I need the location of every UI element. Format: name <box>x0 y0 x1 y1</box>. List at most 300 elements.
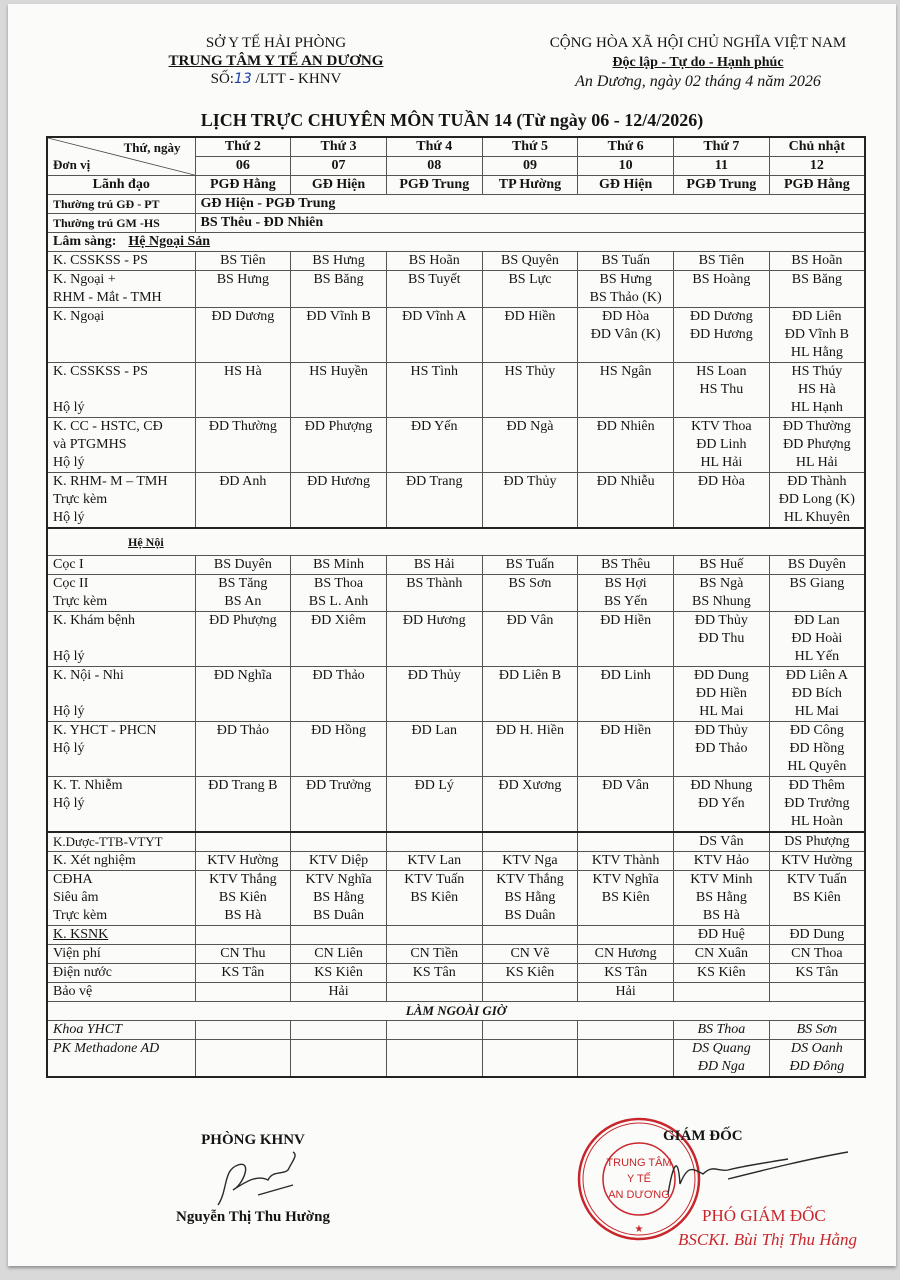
staff-name: ĐD Hương <box>402 613 466 628</box>
unit-line: Hộ lý <box>53 400 85 415</box>
duty-cell <box>386 777 482 833</box>
duty-cell <box>482 271 578 308</box>
duty-cell <box>769 363 865 418</box>
staff-name: ĐD Vân (K) <box>590 327 661 342</box>
staff-name: BS Kiên <box>601 890 650 905</box>
duty-cell <box>578 556 674 575</box>
staff-name: ĐD Yến <box>698 796 745 811</box>
surgical-duty-row <box>47 308 865 363</box>
duty-cell <box>769 271 865 308</box>
staff-name: KTV Thắng <box>209 872 277 887</box>
leader-cell: TP Hường <box>482 176 578 195</box>
duty-cell <box>482 575 578 612</box>
leader-cell: PGĐ Hằng <box>195 176 291 195</box>
staff-name: BS Tăng <box>218 576 268 591</box>
handwritten-signature-icon <box>198 1150 308 1210</box>
unit-cell <box>47 556 195 575</box>
corner-header-cell <box>47 137 195 176</box>
duty-cell <box>291 777 387 833</box>
duty-cell <box>195 722 291 777</box>
duty-cell <box>769 832 865 852</box>
duty-cell <box>195 308 291 363</box>
issue-date: An Dương, ngày 02 tháng 4 năm 2026 <box>575 73 821 90</box>
staff-name: CN Xuân <box>694 946 748 961</box>
support-duty-row <box>47 983 865 1002</box>
staff-name: BS Hưng <box>216 272 270 287</box>
unit-cell <box>47 1021 195 1040</box>
staff-name: BS Yến <box>603 594 648 609</box>
unit-line <box>53 685 193 703</box>
duty-cell <box>386 473 482 529</box>
unit-cell <box>47 575 195 612</box>
leader-cell: PGĐ Trung <box>674 176 770 195</box>
unit-cell <box>47 363 195 418</box>
staff-name: KS Kiên <box>314 965 363 980</box>
staff-name: KTV Nga <box>502 853 558 868</box>
duty-cell <box>195 1021 291 1040</box>
duty-cell <box>769 926 865 945</box>
duty-cell <box>386 418 482 473</box>
national-title: CỘNG HÒA XÃ HỘI CHỦ NGHĨA VIỆT NAM <box>549 35 847 51</box>
staff-name: HL Hằng <box>790 345 843 360</box>
staff-name: ĐD Nghĩa <box>213 668 272 683</box>
staff-name: DS Quang <box>692 1041 751 1056</box>
corner-day-label: Thứ, ngày <box>123 140 181 155</box>
staff-name: ĐD Thủy <box>503 474 557 489</box>
staff-name: BS Lực <box>508 272 552 287</box>
duty-cell <box>674 926 770 945</box>
staff-name: BS L. Anh <box>308 594 369 609</box>
surgical-duty-row <box>47 252 865 271</box>
staff-name: KS Tân <box>795 965 839 980</box>
staff-name: KTV Lan <box>407 853 462 868</box>
day-date-cell: 07 <box>291 157 387 176</box>
duty-cell <box>386 252 482 271</box>
day-label-cell: Thứ 4 <box>386 137 482 157</box>
doc-number-suffix: /LTT - KHNV <box>251 71 342 87</box>
khnv-signer-name: Nguyễn Thị Thu Hường <box>176 1209 330 1225</box>
duty-cell <box>386 363 482 418</box>
duty-cell <box>769 777 865 833</box>
staff-name: BS Ngà <box>699 576 744 591</box>
header-right <box>508 34 888 91</box>
duty-cell <box>195 852 291 871</box>
staff-name: ĐD Dương <box>211 309 275 324</box>
duty-cell <box>482 252 578 271</box>
duty-cell <box>291 556 387 575</box>
duty-cell <box>578 271 674 308</box>
unit-cell <box>47 777 195 833</box>
staff-name: ĐD Nhung <box>690 778 753 793</box>
staff-name: ĐD Thu <box>698 631 745 646</box>
staff-name: BS Tuấn <box>601 253 650 268</box>
staff-name: HS Thúy <box>791 364 843 379</box>
day-label-cell: Thứ 5 <box>482 137 578 157</box>
staff-name: ĐD Trưởng <box>784 796 850 811</box>
staff-name: ĐD Thủy <box>694 723 748 738</box>
stamp-inner-line-3: AN DƯƠNG <box>608 1189 670 1201</box>
staff-name: KTV Hường <box>781 853 853 868</box>
day-date-cell: 11 <box>674 157 770 176</box>
unit-line: K. Xét nghiệm <box>53 853 136 868</box>
department-name: SỞ Y TẾ HẢI PHÒNG <box>205 35 347 51</box>
section-internal <box>47 528 865 556</box>
corner-unit-label: Đơn vị <box>53 157 91 172</box>
internal-duty-row <box>47 612 865 667</box>
staff-name: DS Phượng <box>784 834 850 849</box>
duty-cell <box>386 612 482 667</box>
unit-line: Hộ lý <box>53 649 85 664</box>
duty-cell <box>291 252 387 271</box>
staff-name: KS Kiên <box>697 965 746 980</box>
duty-cell <box>674 418 770 473</box>
unit-line: Hộ lý <box>53 796 85 811</box>
staff-name: ĐD Vĩnh A <box>402 309 467 324</box>
staff-name: ĐD Yến <box>410 419 458 434</box>
organization-name: TRUNG TÂM Y TẾ AN DƯƠNG <box>168 53 384 69</box>
unit-cell <box>47 252 195 271</box>
internal-duty-row <box>47 556 865 575</box>
duty-cell <box>578 667 674 722</box>
duty-cell <box>482 777 578 833</box>
duty-cell <box>195 556 291 575</box>
day-label-cell: Thứ 2 <box>195 137 291 157</box>
day-date-cell: 10 <box>578 157 674 176</box>
staff-name: ĐD Thảo <box>695 741 748 756</box>
staff-name: ĐD Nga <box>697 1059 745 1074</box>
overtime-duty-row <box>47 1040 865 1078</box>
staff-name: KTV Tuấn <box>404 872 465 887</box>
unit-line: Bảo vệ <box>53 984 93 999</box>
duty-cell <box>578 722 674 777</box>
staff-name: ĐD Hòa <box>602 309 650 324</box>
staff-name: DS Vân <box>699 834 744 849</box>
unit-line: Trực kèm <box>53 492 108 507</box>
staff-name: ĐD Trang <box>406 474 463 489</box>
duty-cell <box>769 473 865 529</box>
duty-cell <box>578 473 674 529</box>
unit-line: Khoa YHCT <box>53 1022 122 1037</box>
unit-line: Điện nước <box>53 965 112 980</box>
duty-cell <box>291 983 387 1002</box>
staff-name: BS Tuyết <box>407 272 461 287</box>
unit-line: K. YHCT - PHCN <box>53 723 157 738</box>
duty-cell <box>482 556 578 575</box>
leader-cell: GĐ Hiện <box>291 176 387 195</box>
staff-name: HL Khuyên <box>783 510 850 525</box>
staff-name: ĐD Huệ <box>697 927 745 942</box>
duty-cell <box>195 252 291 271</box>
staff-name: ĐD Long (K) <box>778 492 855 507</box>
staff-name: ĐD Linh <box>696 437 747 452</box>
duty-cell <box>386 832 482 852</box>
duty-cell <box>578 612 674 667</box>
duty-cell <box>195 871 291 926</box>
section-internal-name: Hệ Nội <box>128 535 164 549</box>
unit-line: RHM - Mắt - TMH <box>53 290 162 305</box>
duty-cell <box>291 852 387 871</box>
staff-name: KTV Minh <box>690 872 753 887</box>
unit-line: Trực kèm <box>53 594 108 609</box>
staff-name: ĐD Hiền <box>600 723 652 738</box>
duty-cell <box>674 473 770 529</box>
duty-cell <box>578 363 674 418</box>
support-duty-row <box>47 964 865 983</box>
unit-line: Trực kèm <box>53 908 108 923</box>
staff-name: ĐD Phượng <box>209 613 277 628</box>
resident-gm-row <box>47 214 865 233</box>
staff-name: ĐD Vĩnh B <box>784 327 850 342</box>
day-label-cell: Chủ nhật <box>769 137 865 157</box>
unit-line: K. Ngoại + <box>53 272 116 287</box>
duty-cell <box>291 722 387 777</box>
staff-name: HS Ngân <box>599 364 652 379</box>
duty-cell <box>386 871 482 926</box>
duty-cell <box>482 667 578 722</box>
day-date-cell: 06 <box>195 157 291 176</box>
staff-name: BS Băng <box>313 272 364 287</box>
header-row-days <box>47 137 865 157</box>
stamp-inner-line-2: Y TẾ <box>626 1173 652 1185</box>
support-duty-row <box>47 871 865 926</box>
duty-cell <box>769 252 865 271</box>
staff-name: BS Hoãn <box>791 253 843 268</box>
duty-cell <box>769 871 865 926</box>
duty-cell <box>482 1021 578 1040</box>
duty-cell <box>674 271 770 308</box>
unit-cell <box>47 667 195 722</box>
duty-cell <box>674 722 770 777</box>
unit-line: và PTGMHS <box>53 437 127 452</box>
duty-cell <box>291 575 387 612</box>
duty-cell <box>195 575 291 612</box>
surgical-duty-row <box>47 271 865 308</box>
staff-name: ĐD Thường <box>208 419 277 434</box>
unit-cell <box>47 418 195 473</box>
unit-line: K. Khám bệnh <box>53 613 136 628</box>
section-prefix: Lâm sàng: <box>53 234 117 249</box>
duty-cell <box>578 945 674 964</box>
staff-name: BS Hải <box>413 557 455 572</box>
unit-line: Hộ lý <box>53 741 85 756</box>
duty-cell <box>769 418 865 473</box>
staff-name: KS Tân <box>412 965 456 980</box>
staff-name: ĐD Vân <box>506 613 554 628</box>
duty-cell <box>578 983 674 1002</box>
staff-name: CN Vẽ <box>510 946 550 961</box>
surgical-duty-row <box>47 363 865 418</box>
staff-name: ĐD Hương <box>689 327 753 342</box>
duty-cell <box>674 612 770 667</box>
staff-name: BS Hà <box>702 908 740 923</box>
duty-cell <box>769 722 865 777</box>
staff-name: HL Mai <box>794 704 839 719</box>
staff-name: ĐD Thường <box>782 419 851 434</box>
duty-cell <box>674 1021 770 1040</box>
unit-line: K. RHM- M – TMH <box>53 474 168 489</box>
staff-name: HL Yến <box>794 649 840 664</box>
duty-cell <box>386 983 482 1002</box>
section-surgical-row <box>47 233 865 252</box>
day-label-cell: Thứ 6 <box>578 137 674 157</box>
staff-name: BS Hợi <box>604 576 647 591</box>
duty-cell <box>578 926 674 945</box>
staff-name: KTV Diệp <box>308 853 369 868</box>
duty-cell <box>674 667 770 722</box>
staff-name: BS Duân <box>313 908 365 923</box>
duty-cell <box>578 308 674 363</box>
staff-name: ĐD Hòa <box>697 474 745 489</box>
staff-name: ĐD Thủy <box>407 668 461 683</box>
staff-name: BS Duân <box>504 908 556 923</box>
unit-line: Siêu âm <box>53 890 99 905</box>
staff-name: ĐD Nhiễu <box>596 474 655 489</box>
staff-name: ĐD Công <box>789 723 844 738</box>
unit-line: K. CC - HSTC, CĐ <box>53 419 163 434</box>
resident-value: BS Thêu - ĐD Nhiên <box>195 214 865 233</box>
day-date-cell: 12 <box>769 157 865 176</box>
staff-name: ĐD Lan <box>794 613 840 628</box>
staff-name: ĐD Thảo <box>312 668 365 683</box>
staff-name: ĐD Hiền <box>695 686 747 701</box>
unit-line: Viện phí <box>53 946 101 961</box>
duty-cell <box>674 363 770 418</box>
doc-number-prefix: SỐ: <box>210 71 234 87</box>
staff-name: ĐD Hồng <box>311 723 366 738</box>
staff-name: ĐD Vân <box>602 778 650 793</box>
section-surgical <box>47 233 865 252</box>
document-number <box>126 70 426 88</box>
staff-name: BS Hằng <box>504 890 556 905</box>
duty-cell <box>195 983 291 1002</box>
staff-name: BS Nhung <box>692 594 751 609</box>
internal-duty-row <box>47 575 865 612</box>
national-motto: Độc lập - Tự do - Hạnh phúc <box>612 55 784 70</box>
staff-name: ĐD Hiền <box>600 613 652 628</box>
duty-cell <box>386 945 482 964</box>
unit-line: K. T. Nhiễm <box>53 778 123 793</box>
staff-name: CN Hương <box>594 946 657 961</box>
staff-name: HL Hải <box>700 455 743 470</box>
unit-line: K. CSSKSS - PS <box>53 364 148 379</box>
staff-name: BS Giang <box>789 576 845 591</box>
duty-cell <box>386 308 482 363</box>
deputy-director-name: BSCKI. Bùi Thị Thu Hằng <box>678 1230 857 1249</box>
duty-cell <box>195 667 291 722</box>
duty-cell <box>482 852 578 871</box>
day-date-cell: 08 <box>386 157 482 176</box>
staff-name: ĐD Liên <box>792 309 842 324</box>
duty-cell <box>769 1021 865 1040</box>
duty-cell <box>386 667 482 722</box>
staff-name: ĐD Hương <box>307 474 370 489</box>
staff-name: HL Mai <box>699 704 744 719</box>
duty-cell <box>769 852 865 871</box>
staff-name: BS Kiên <box>792 890 841 905</box>
duty-cell <box>482 871 578 926</box>
staff-name: CN Tiền <box>410 946 459 961</box>
duty-cell <box>769 612 865 667</box>
support-duty-row <box>47 945 865 964</box>
duty-cell <box>291 871 387 926</box>
document-page <box>8 4 896 1266</box>
duty-cell <box>578 852 674 871</box>
overtime-duty-row <box>47 1021 865 1040</box>
staff-name: KTV Hảo <box>693 853 750 868</box>
internal-duty-row <box>47 777 865 833</box>
unit-cell <box>47 945 195 964</box>
staff-name: BS Hưng <box>599 272 652 287</box>
staff-name: HS Loan <box>696 364 747 379</box>
leader-cell: GĐ Hiện <box>578 176 674 195</box>
duty-cell <box>674 308 770 363</box>
staff-name: ĐD H. Hiền <box>495 723 564 738</box>
unit-line: Hộ lý <box>53 510 85 525</box>
staff-name: BS Hà <box>224 908 262 923</box>
duty-cell <box>674 1040 770 1078</box>
duty-cell <box>482 983 578 1002</box>
unit-cell <box>47 926 195 945</box>
duty-cell <box>674 252 770 271</box>
unit-line: K. CSSKSS - PS <box>53 253 148 268</box>
unit-cell <box>47 308 195 363</box>
staff-name: BS An <box>224 594 262 609</box>
surgical-duty-row <box>47 473 865 529</box>
staff-name: BS Sơn <box>796 1022 838 1037</box>
unit-line: K. KSNK <box>53 927 109 942</box>
unit-line: K. Ngoại <box>53 309 105 324</box>
unit-line: K. Nội - Nhi <box>53 668 124 683</box>
duty-cell <box>482 945 578 964</box>
unit-cell <box>47 983 195 1002</box>
staff-name: ĐD Bích <box>791 686 842 701</box>
surgical-duty-row <box>47 418 865 473</box>
support-duty-row <box>47 832 865 852</box>
day-label-cell: Thứ 7 <box>674 137 770 157</box>
staff-name: BS Sơn <box>508 576 552 591</box>
duty-cell <box>578 1021 674 1040</box>
staff-name: CN Thu <box>220 946 266 961</box>
unit-line: Hộ lý <box>53 455 85 470</box>
staff-name: ĐD Đông <box>789 1059 845 1074</box>
duty-cell <box>482 308 578 363</box>
staff-name: BS Tiên <box>220 253 266 268</box>
duty-cell <box>482 1040 578 1078</box>
resident-label: Thường trú GM -HS <box>47 214 195 233</box>
duty-cell <box>482 612 578 667</box>
staff-name: HS Thu <box>699 382 744 397</box>
duty-cell <box>482 964 578 983</box>
unit-cell <box>47 871 195 926</box>
resident-gd-row <box>47 195 865 214</box>
staff-name: BS Hằng <box>313 890 365 905</box>
duty-cell <box>769 667 865 722</box>
staff-name: HL Hạnh <box>790 400 843 415</box>
staff-name: ĐD Dương <box>689 309 753 324</box>
director-signature-block <box>568 1114 888 1264</box>
duty-cell <box>291 612 387 667</box>
staff-name: CN Thoa <box>791 946 843 961</box>
duty-cell <box>386 722 482 777</box>
duty-cell <box>195 832 291 852</box>
duty-cell <box>674 777 770 833</box>
staff-name: BS Tuấn <box>505 557 555 572</box>
unit-line <box>53 381 193 399</box>
duty-cell <box>674 852 770 871</box>
duty-cell <box>674 832 770 852</box>
duty-cell <box>195 418 291 473</box>
staff-name: BS Kiên <box>410 890 459 905</box>
